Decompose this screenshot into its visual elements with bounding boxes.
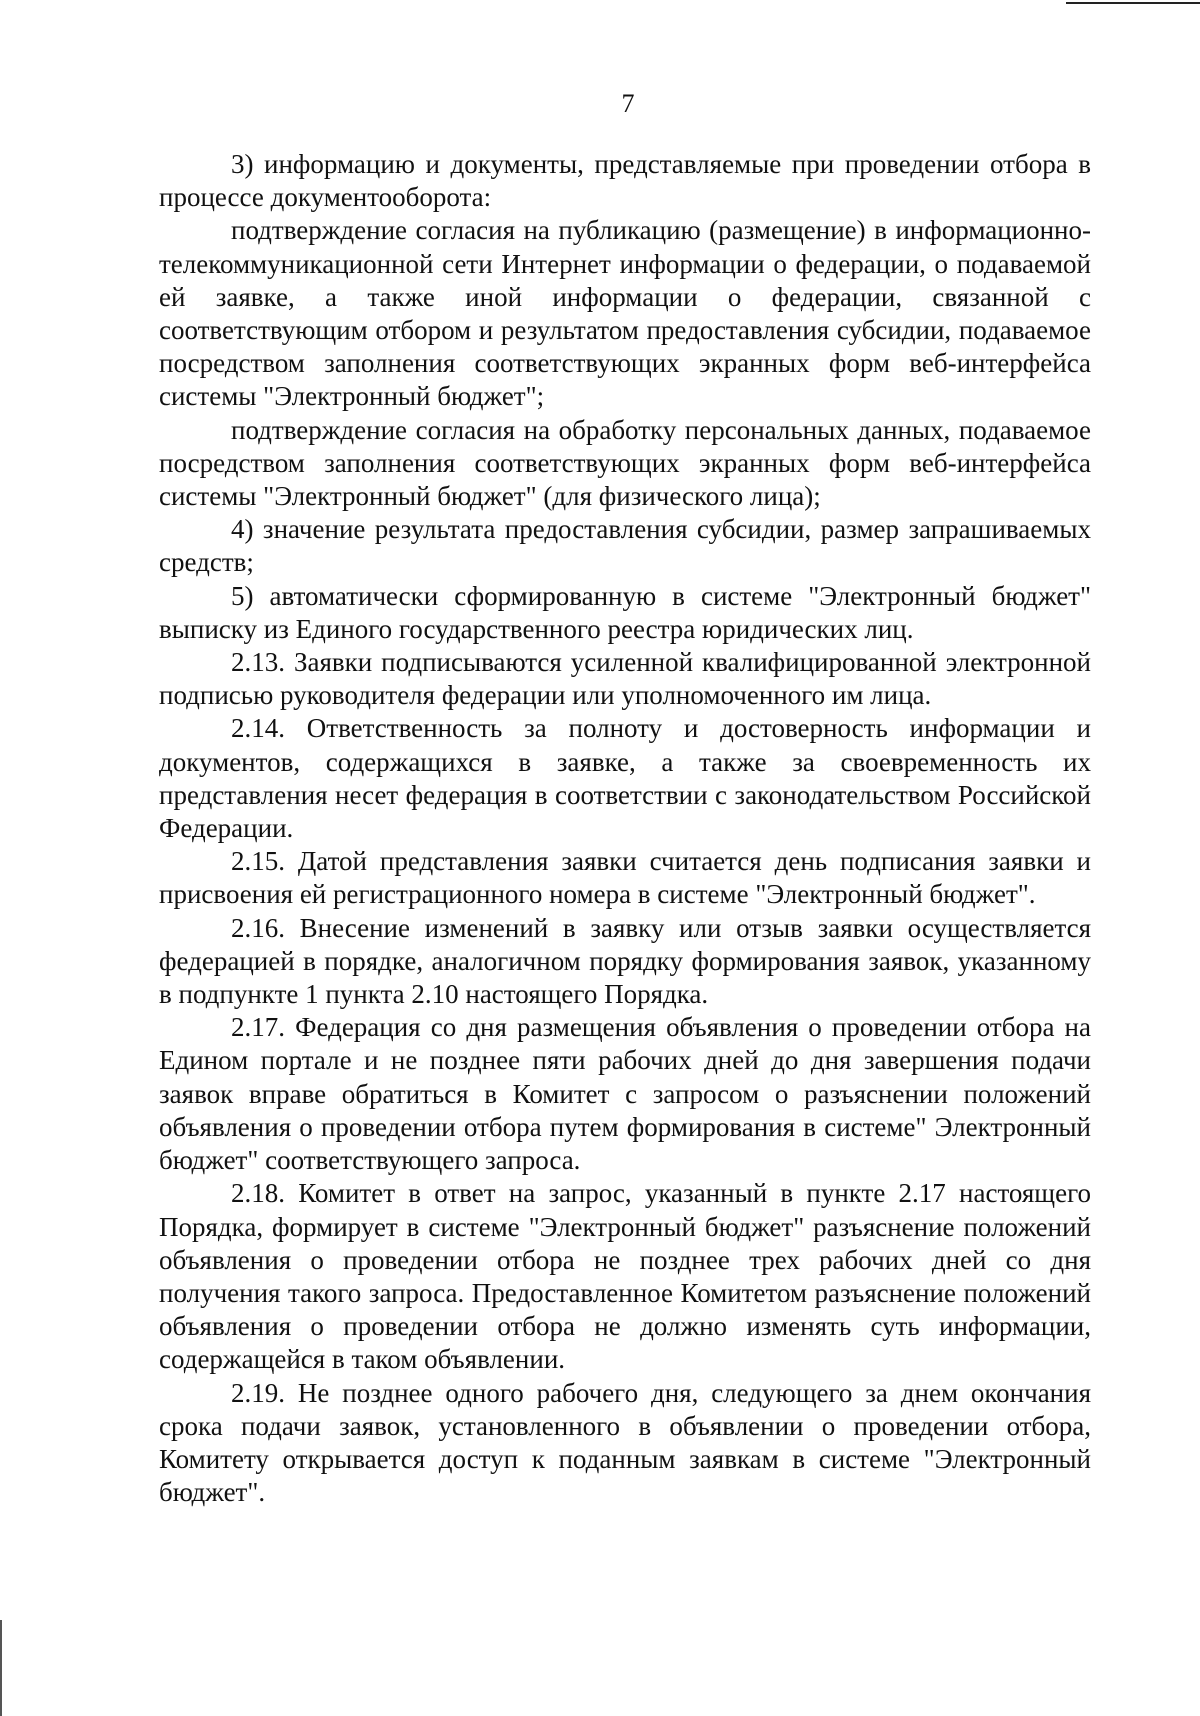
page-number: 7 [621,89,635,118]
paragraph-item-5: 5) автоматически сформированную в системе "Электронный бюджет" выписку из Единого государственного реестра юридических лиц. [159,580,1091,644]
paragraph-item-3: 3) информацию и документы, представляемые при проведении отбора в процессе документооборота: [159,149,1091,213]
paragraph-2-15: 2.15. Датой представления заявки считается день подписания заявки и присвоения ей регистрационного номера в системе "Электронный бюджет". [159,846,1091,910]
paragraph-2-18: 2.18. Комитет в ответ на запрос, указанный в пункте 2.17 настоящего Порядка, формирует в системе "Электронный бюджет" разъяснение положений объявления о проведении отбора не позднее трех рабочих дней со дня получения такого запроса. Предоставленное Комитетом разъяснение положений объявления о проведении отбора не должно изменять суть информации, содержащейся в таком объявлении. [159,1178,1091,1375]
scan-edge-line-left [0,1620,2,1716]
paragraph-2-14: 2.14. Ответственность за полноту и достоверность информации и документов, содержащихся в заявке, а также за своевременность их представления несет федерация в соответствии с законодательством Российской Федерации. [159,713,1091,844]
scan-edge-line-top [1066,2,1200,4]
paragraph-2-19: 2.19. Не позднее одного рабочего дня, следующего за днем окончания срока подачи заявок, установленного в объявлении о проведении отбора, Комитету открывается доступ к поданным заявкам в системе "Электронный бюджет". [159,1377,1091,1508]
paragraph-2-16: 2.16. Внесение изменений в заявку или отзыв заявки осуществляется федерацией в порядке, аналогичном порядку формирования заявок, указанному в подпункте 1 пункта 2.10 настоящего Порядка. [159,912,1091,1010]
paragraph-publication-consent: подтверждение согласия на публикацию (размещение) в информационно-телекоммуникационной сети Интернет информации о федерации, о подаваемой ей заявке, а также иной информации о федерации, связанной с соответствующим отбором и результатом предоставления субсидии, подаваемое посредством заполнения соответствующих экранных форм веб-интерфейса системы "Электронный бюджет"; [159,215,1091,412]
paragraph-2-13: 2.13. Заявки подписываются усиленной квалифицированной электронной подписью руководителя федерации или уполномоченного им лица. [159,647,1091,711]
paragraph-personal-data-consent: подтверждение согласия на обработку персональных данных, подаваемое посредством заполнения соответствующих экранных форм веб-интерфейса системы "Электронный бюджет" (для физического лица); [159,414,1091,512]
paragraph-item-4: 4) значение результата предоставления субсидии, размер запрашиваемых средств; [159,514,1091,578]
paragraph-2-17: 2.17. Федерация со дня размещения объявления о проведении отбора на Едином портале и не позднее пяти рабочих дней до дня завершения подачи заявок вправе обратиться в Комитет с запросом о разъяснении положений объявления о проведении отбора путем формирования в системе" Электронный бюджет" соответствующего запроса. [159,1012,1091,1176]
document-body [159,148,1091,1509]
